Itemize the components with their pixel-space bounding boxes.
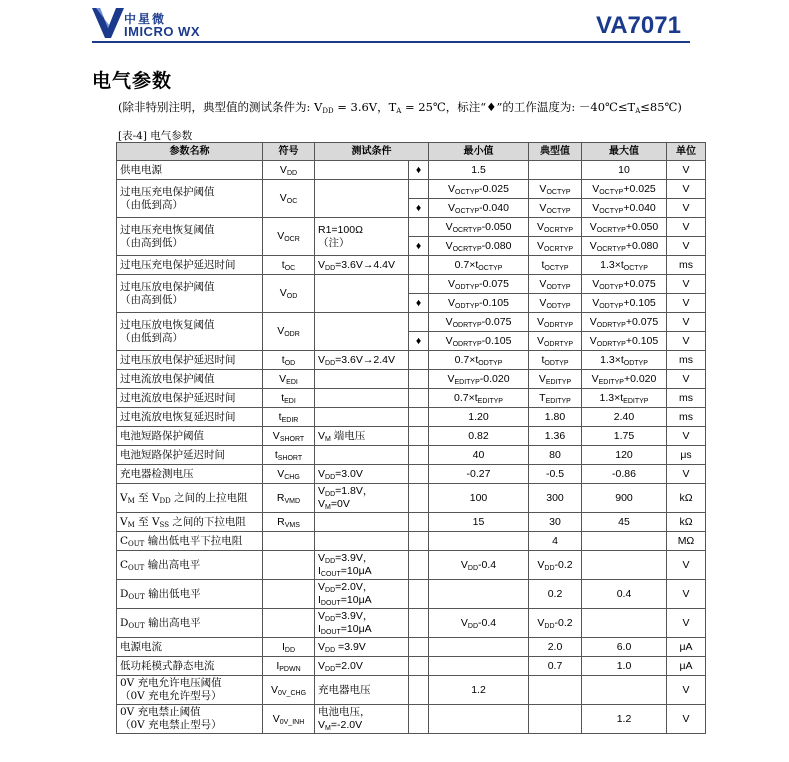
max-value-cell: $1.3\times t_{EDITYP}$ xyxy=(582,389,667,408)
logo-english-text: IMICRO WX xyxy=(124,24,200,39)
table-row xyxy=(117,705,706,734)
max-value-cell: $V_{ODTYP}+0.075$ xyxy=(582,275,667,294)
symbol-cell xyxy=(263,580,315,609)
table-row xyxy=(117,161,706,180)
unit-cell: V xyxy=(667,237,706,256)
unit-cell: V xyxy=(667,218,706,237)
symbol-cell: $t_{EDI}$ xyxy=(263,389,315,408)
logo-chinese-text: 中星微 xyxy=(124,12,167,26)
typ-value-cell: $t_{OCTYP}$ xyxy=(529,256,582,275)
header-typ: 典型值 xyxy=(529,143,582,161)
typ-value-cell xyxy=(529,161,582,180)
param-name-cell: 电池短路保护阈值 xyxy=(117,427,263,446)
temp-range-marker-cell xyxy=(409,389,429,408)
temp-range-marker-cell xyxy=(409,370,429,389)
table-row xyxy=(117,551,706,580)
unit-cell: V xyxy=(667,609,706,638)
table-row xyxy=(117,389,706,408)
typ-value-cell: $V_{DD}-0.2$ xyxy=(529,609,582,638)
min-value-cell: -0.27 xyxy=(429,465,529,484)
table-row xyxy=(117,580,706,609)
table-row xyxy=(117,609,706,638)
typ-value-cell: $T_{EDITYP}$ xyxy=(529,389,582,408)
min-value-cell xyxy=(429,532,529,551)
table-header-row xyxy=(117,143,706,161)
min-value-cell xyxy=(429,657,529,676)
temp-range-marker-cell xyxy=(409,180,429,199)
test-condition-cell xyxy=(315,513,409,532)
min-value-cell: $0.7\times t_{OCTYP}$ xyxy=(429,256,529,275)
param-name-cell: 充电器检测电压 xyxy=(117,465,263,484)
test-condition-cell: $V_M$ 端电压 xyxy=(315,427,409,446)
header-max: 最大值 xyxy=(582,143,667,161)
header-symbol: 符号 xyxy=(263,143,315,161)
temp-range-marker-cell xyxy=(409,465,429,484)
min-value-cell: $V_{DD}-0.4$ xyxy=(429,609,529,638)
unit-cell: V xyxy=(667,580,706,609)
temp-range-marker-cell xyxy=(409,580,429,609)
min-value-cell: 1.20 xyxy=(429,408,529,427)
table-row xyxy=(117,180,706,199)
param-name-cell: 过电压放电保护延迟时间 xyxy=(117,351,263,370)
temp-range-marker-cell: ♦ xyxy=(409,294,429,313)
min-value-cell xyxy=(429,705,529,734)
min-value-cell: 1.5 xyxy=(429,161,529,180)
max-value-cell: $1.3\times t_{OCTYP}$ xyxy=(582,256,667,275)
min-value-cell: 15 xyxy=(429,513,529,532)
temp-range-marker-cell xyxy=(409,446,429,465)
temp-range-marker-cell xyxy=(409,676,429,705)
temp-range-marker-cell: ♦ xyxy=(409,332,429,351)
vimicro-v-icon xyxy=(92,6,124,38)
unit-cell: V xyxy=(667,294,706,313)
test-condition-cell: 电池电压， $V_M=-2.0V$ xyxy=(315,705,409,734)
unit-cell: V xyxy=(667,705,706,734)
temp-range-marker-cell xyxy=(409,256,429,275)
param-name-cell: 供电电源 xyxy=(117,161,263,180)
min-value-cell: $V_{DD}-0.4$ xyxy=(429,551,529,580)
test-condition-cell xyxy=(315,275,409,313)
symbol-cell: $V_{ODR}$ xyxy=(263,313,315,351)
max-value-cell: -0.86 xyxy=(582,465,667,484)
max-value-cell: $V_{ODRTYP}+0.075$ xyxy=(582,313,667,332)
unit-cell: kΩ xyxy=(667,484,706,513)
table-row xyxy=(117,218,706,237)
max-value-cell: 10 xyxy=(582,161,667,180)
param-name-cell: 过电流放电恢复延迟时间 xyxy=(117,408,263,427)
typ-value-cell: 1.80 xyxy=(529,408,582,427)
unit-cell: μA xyxy=(667,638,706,657)
model-number: VA7071 xyxy=(596,12,681,39)
param-name-cell: 过电压充电恢复阈值 （由高到低） xyxy=(117,218,263,256)
header-unit: 单位 xyxy=(667,143,706,161)
min-value-cell: $V_{OCTYP}-0.040$ xyxy=(429,199,529,218)
unit-cell: V xyxy=(667,427,706,446)
table-row xyxy=(117,351,706,370)
min-value-cell: $V_{ODTYP}-0.105$ xyxy=(429,294,529,313)
temp-range-marker-cell xyxy=(409,275,429,294)
max-value-cell: 6.0 xyxy=(582,638,667,657)
header-divider xyxy=(92,41,690,43)
typ-value-cell: $V_{EDITYP}$ xyxy=(529,370,582,389)
max-value-cell xyxy=(582,532,667,551)
typ-value-cell: $V_{OCRTYP}$ xyxy=(529,237,582,256)
unit-cell: V xyxy=(667,676,706,705)
header-test-condition: 测试条件 xyxy=(315,143,429,161)
test-condition-cell: $V_{DD}=2.0V$， $I_{DOUT}=10\mu A$ xyxy=(315,580,409,609)
min-value-cell: 0.82 xyxy=(429,427,529,446)
param-name-cell: 过电压放电保护阈值 （由高到低） xyxy=(117,275,263,313)
param-name-cell: $C_{OUT}$ 输出高电平 xyxy=(117,551,263,580)
param-name-cell: $C_{OUT}$ 输出低电平下拉电阻 xyxy=(117,532,263,551)
table-caption: [表-4] 电气参数 xyxy=(118,130,193,142)
test-condition-cell: $V_{DD} =3.9V$ xyxy=(315,638,409,657)
symbol-cell: $t_{OD}$ xyxy=(263,351,315,370)
test-condition-cell xyxy=(315,313,409,351)
param-name-cell: 过电压放电恢复阈值 （由低到高） xyxy=(117,313,263,351)
symbol-cell: $V_{DD}$ xyxy=(263,161,315,180)
typ-value-cell: $V_{OCRTYP}$ xyxy=(529,218,582,237)
temp-range-marker-cell xyxy=(409,218,429,237)
table-row xyxy=(117,465,706,484)
section-title: 电气参数 xyxy=(92,70,173,92)
max-value-cell: 1.2 xyxy=(582,705,667,734)
unit-cell: ms xyxy=(667,351,706,370)
typ-value-cell: $V_{DD}-0.2$ xyxy=(529,551,582,580)
typ-value-cell: 1.36 xyxy=(529,427,582,446)
temp-range-marker-cell xyxy=(409,484,429,513)
table-row xyxy=(117,370,706,389)
test-condition-cell: $V_{DD}=3.9V$， $I_{COUT}=10\mu A$ xyxy=(315,551,409,580)
min-value-cell xyxy=(429,580,529,609)
temp-range-marker-cell xyxy=(409,313,429,332)
symbol-cell: $R_{VMS}$ xyxy=(263,513,315,532)
table-row xyxy=(117,638,706,657)
unit-cell: V xyxy=(667,180,706,199)
table-row xyxy=(117,657,706,676)
table-row xyxy=(117,676,706,705)
max-value-cell: 900 xyxy=(582,484,667,513)
test-condition-cell: $V_{DD}=1.8V$， $V_M=0V$ xyxy=(315,484,409,513)
symbol-cell: $V_{CHG}$ xyxy=(263,465,315,484)
test-condition-cell: $V_{DD}=3.6V\to 2.4V$ xyxy=(315,351,409,370)
unit-cell: MΩ xyxy=(667,532,706,551)
min-value-cell: $0.7\times t_{ODTYP}$ xyxy=(429,351,529,370)
test-condition-cell: $V_{DD}=3.6V\to 4.4V$ xyxy=(315,256,409,275)
max-value-cell: $V_{OCRTYP}+0.080$ xyxy=(582,237,667,256)
symbol-cell: $V_{0V\_INH}$ xyxy=(263,705,315,734)
min-value-cell: $V_{ODRTYP}-0.075$ xyxy=(429,313,529,332)
typ-value-cell: -0.5 xyxy=(529,465,582,484)
param-name-cell: 过电流放电保护延迟时间 xyxy=(117,389,263,408)
typ-value-cell: 0.2 xyxy=(529,580,582,609)
typ-value-cell: $V_{OCTYP}$ xyxy=(529,199,582,218)
unit-cell: μs xyxy=(667,446,706,465)
symbol-cell: $I_{PDWN}$ xyxy=(263,657,315,676)
max-value-cell: $1.3\times t_{ODTYP}$ xyxy=(582,351,667,370)
typ-value-cell: 300 xyxy=(529,484,582,513)
typ-value-cell: $V_{ODRTYP}$ xyxy=(529,332,582,351)
typ-value-cell xyxy=(529,676,582,705)
table-row xyxy=(117,532,706,551)
typ-value-cell: $V_{ODTYP}$ xyxy=(529,275,582,294)
table-row xyxy=(117,427,706,446)
param-name-cell: $D_{OUT}$ 输出低电平 xyxy=(117,580,263,609)
test-condition-cell xyxy=(315,408,409,427)
typ-value-cell: $t_{ODTYP}$ xyxy=(529,351,582,370)
symbol-cell xyxy=(263,609,315,638)
temp-range-marker-cell: ♦ xyxy=(409,161,429,180)
unit-cell: V xyxy=(667,313,706,332)
param-name-cell: 0V 充电禁止阈值 （0V 充电禁止型号） xyxy=(117,705,263,734)
min-value-cell: $V_{ODTYP}-0.075$ xyxy=(429,275,529,294)
max-value-cell: 2.40 xyxy=(582,408,667,427)
max-value-cell xyxy=(582,609,667,638)
symbol-cell: $R_{VMD}$ xyxy=(263,484,315,513)
symbol-cell: $V_{0V\_CHG}$ xyxy=(263,676,315,705)
test-condition-cell: $V_{DD}=2.0V$ xyxy=(315,657,409,676)
min-value-cell: $V_{OCTYP}-0.025$ xyxy=(429,180,529,199)
typ-value-cell: $V_{ODRTYP}$ xyxy=(529,313,582,332)
test-condition-note: (除非特别注明，典型值的测试条件为: $V_{DD} = 3.6V$，$T_A$ = 25℃，标注“♦”的工作温度为: $-40℃\le T_A\le 85℃$) xyxy=(118,100,682,115)
max-value-cell: $V_{OCTYP}+0.025$ xyxy=(582,180,667,199)
max-value-cell: 120 xyxy=(582,446,667,465)
param-name-cell: 过电流放电保护阈值 xyxy=(117,370,263,389)
test-condition-cell xyxy=(315,446,409,465)
electrical-parameters-table xyxy=(116,142,706,734)
table-row xyxy=(117,484,706,513)
test-condition-cell: $V_{DD}=3.9V$， $I_{DOUT}=10\mu A$ xyxy=(315,609,409,638)
max-value-cell xyxy=(582,551,667,580)
symbol-cell: $t_{EDIR}$ xyxy=(263,408,315,427)
max-value-cell: $V_{OCTYP}+0.040$ xyxy=(582,199,667,218)
symbol-cell xyxy=(263,532,315,551)
param-name-cell: 0V 充电允许电压阈值 （0V 充电允许型号） xyxy=(117,676,263,705)
param-name-cell: $D_{OUT}$ 输出高电平 xyxy=(117,609,263,638)
min-value-cell: $V_{EDITYP}-0.020$ xyxy=(429,370,529,389)
min-value-cell xyxy=(429,638,529,657)
param-name-cell: 低功耗模式静态电流 xyxy=(117,657,263,676)
temp-range-marker-cell xyxy=(409,408,429,427)
min-value-cell: 40 xyxy=(429,446,529,465)
temp-range-marker-cell xyxy=(409,551,429,580)
max-value-cell: 1.0 xyxy=(582,657,667,676)
unit-cell: ms xyxy=(667,256,706,275)
table-row xyxy=(117,313,706,332)
temp-range-marker-cell xyxy=(409,427,429,446)
temp-range-marker-cell xyxy=(409,638,429,657)
typ-value-cell: $V_{ODTYP}$ xyxy=(529,294,582,313)
test-condition-cell: 充电器电压 xyxy=(315,676,409,705)
unit-cell: V xyxy=(667,465,706,484)
min-value-cell: $V_{ODRTYP}-0.105$ xyxy=(429,332,529,351)
typ-value-cell: $V_{OCTYP}$ xyxy=(529,180,582,199)
symbol-cell: $V_{OC}$ xyxy=(263,180,315,218)
min-value-cell: $V_{OCRTYP}-0.050$ xyxy=(429,218,529,237)
unit-cell: V xyxy=(667,332,706,351)
temp-range-marker-cell: ♦ xyxy=(409,199,429,218)
temp-range-marker-cell xyxy=(409,532,429,551)
param-name-cell: 过电压充电保护延迟时间 xyxy=(117,256,263,275)
temp-range-marker-cell xyxy=(409,513,429,532)
symbol-cell: $I_{DD}$ xyxy=(263,638,315,657)
vimicro-logo xyxy=(92,6,212,40)
max-value-cell: $V_{ODTYP}+0.105$ xyxy=(582,294,667,313)
header-param-name: 参数名称 xyxy=(117,143,263,161)
unit-cell: V xyxy=(667,161,706,180)
symbol-cell xyxy=(263,551,315,580)
typ-value-cell: 80 xyxy=(529,446,582,465)
unit-cell: V xyxy=(667,370,706,389)
symbol-cell: $V_{SHORT}$ xyxy=(263,427,315,446)
unit-cell: μA xyxy=(667,657,706,676)
max-value-cell xyxy=(582,676,667,705)
min-value-cell: 100 xyxy=(429,484,529,513)
test-condition-cell xyxy=(315,161,409,180)
typ-value-cell: 0.7 xyxy=(529,657,582,676)
table-row xyxy=(117,513,706,532)
unit-cell: V xyxy=(667,551,706,580)
test-condition-cell: R1=100Ω （注） xyxy=(315,218,409,256)
table-row xyxy=(117,256,706,275)
max-value-cell: 1.75 xyxy=(582,427,667,446)
unit-cell: V xyxy=(667,275,706,294)
temp-range-marker-cell xyxy=(409,705,429,734)
symbol-cell: $t_{SHORT}$ xyxy=(263,446,315,465)
min-value-cell: $0.7\times t_{EDITYP}$ xyxy=(429,389,529,408)
test-condition-cell xyxy=(315,370,409,389)
min-value-cell: 1.2 xyxy=(429,676,529,705)
test-condition-cell xyxy=(315,389,409,408)
min-value-cell: $V_{OCRTYP}-0.080$ xyxy=(429,237,529,256)
unit-cell: ms xyxy=(667,389,706,408)
param-name-cell: 过电压充电保护阈值 （由低到高） xyxy=(117,180,263,218)
test-condition-cell: $V_{DD}=3.0V$ xyxy=(315,465,409,484)
temp-range-marker-cell xyxy=(409,657,429,676)
typ-value-cell: 2.0 xyxy=(529,638,582,657)
temp-range-marker-cell: ♦ xyxy=(409,237,429,256)
max-value-cell: $V_{EDITYP}+0.020$ xyxy=(582,370,667,389)
typ-value-cell: 4 xyxy=(529,532,582,551)
max-value-cell: 0.4 xyxy=(582,580,667,609)
test-condition-cell xyxy=(315,180,409,218)
test-condition-cell xyxy=(315,532,409,551)
header-min: 最小值 xyxy=(429,143,529,161)
max-value-cell: $V_{OCRTYP}+0.050$ xyxy=(582,218,667,237)
unit-cell: ms xyxy=(667,408,706,427)
unit-cell: V xyxy=(667,199,706,218)
unit-cell: kΩ xyxy=(667,513,706,532)
symbol-cell: $V_{OD}$ xyxy=(263,275,315,313)
symbol-cell: $t_{OC}$ xyxy=(263,256,315,275)
max-value-cell: $V_{ODRTYP}+0.105$ xyxy=(582,332,667,351)
max-value-cell: 45 xyxy=(582,513,667,532)
param-name-cell: $V_M$ 至 $V_{DD}$ 之间的上拉电阻 xyxy=(117,484,263,513)
symbol-cell: $V_{EDI}$ xyxy=(263,370,315,389)
table-row xyxy=(117,446,706,465)
temp-range-marker-cell xyxy=(409,351,429,370)
typ-value-cell: 30 xyxy=(529,513,582,532)
param-name-cell: 电源电流 xyxy=(117,638,263,657)
param-name-cell: $V_M$ 至 $V_{SS}$ 之间的下拉电阻 xyxy=(117,513,263,532)
table-row xyxy=(117,408,706,427)
temp-range-marker-cell xyxy=(409,609,429,638)
param-name-cell: 电池短路保护延迟时间 xyxy=(117,446,263,465)
typ-value-cell xyxy=(529,705,582,734)
table-row xyxy=(117,275,706,294)
symbol-cell: $V_{OCR}$ xyxy=(263,218,315,256)
